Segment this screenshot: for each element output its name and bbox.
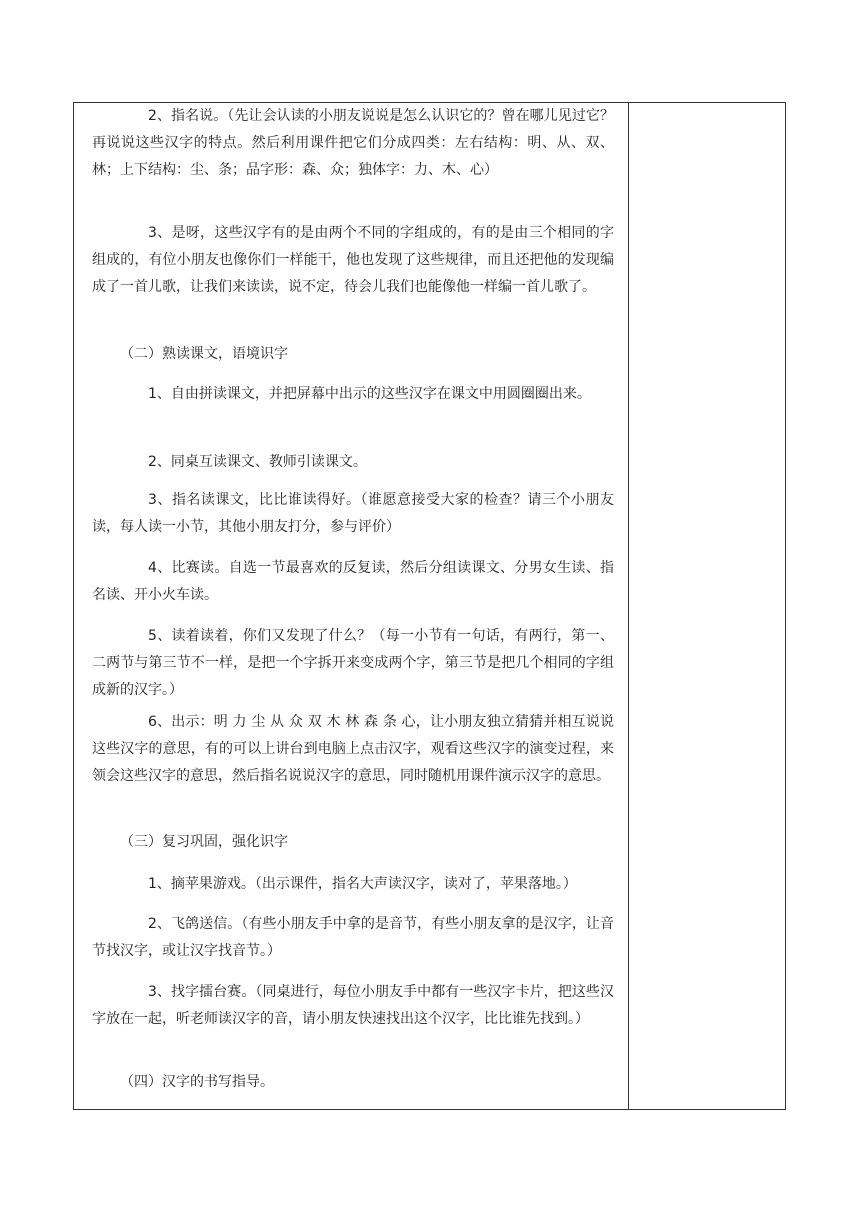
paragraph-named-read: 3、指名读课文，比比谁读得好。（谁愿意接受大家的检查？请三个小朋友读，每人读一小节，其他小朋友打分，参与评价） [92, 492, 614, 535]
paragraph-arena: 3、找字擂台赛。（同桌进行，每位小朋友手中都有一些汉字卡片，把这些汉字放在一起，听老师读汉字的音，请小朋友快速找出这个汉字，比比谁先找到。） [92, 984, 614, 1027]
paragraph-discover: 5、读着读着，你们又发现了什么？（每一小节有一句话，有两行，第一、二两节与第三节不一样，是把一个字拆开来变成两个字，第三节是把几个相同的字组成新的汉字。） [92, 628, 614, 698]
notes-cell [629, 103, 785, 1109]
paragraph-2-naming: 2、指名说。（先让会认读的小朋友说说是怎么认识它的？曾在哪儿见过它？再说说这些汉字的特点。然后利用课件把它们分成四类：左右结构：明、从、双、林；上下结构：尘、条；品字形：森、众；独体字：力、木、心） [92, 108, 614, 178]
lesson-table [73, 102, 786, 1110]
section-heading-4: （四）汉字的书写指导。 [120, 1074, 274, 1090]
paragraph-show-characters: 6、出示：明 力 尘 从 众 双 木 林 森 条 心，让小朋友独立猜猜并相互说说这些汉字的意思，有的可以上讲台到电脑上点击汉字，观看这些汉字的演变过程，来领会这些汉字的意思，然后指名说说汉字的意思，同时随机用课件演示汉字的意思。 [92, 714, 614, 784]
paragraph-pigeon-letter: 2、飞鸽送信。（有些小朋友手中拿的是音节，有些小朋友拿的是汉字，让音节找汉字，或让汉字找音节。） [92, 916, 614, 959]
paragraph-3-rhyme: 3、是呀，这些汉字有的是由两个不同的字组成的，有的是由三个相同的字组成的，有位小朋友也像你们一样能干，他也发现了这些规律，而且还把他的发现编成了一首儿歌，让我们来读读，说不定，待会儿我们也能像他一样编一首儿歌了。 [92, 225, 614, 295]
section-heading-3: （三）复习巩固，强化识字 [120, 834, 288, 850]
paragraph-apple-game: 1、摘苹果游戏。（出示课件，指名大声读汉字，读对了，苹果落地。） [148, 876, 577, 892]
paragraph-contest-read: 4、比赛读。自选一节最喜欢的反复读，然后分组读课文、分男女生读、指名读、开小火车读。 [92, 560, 614, 603]
lesson-content-cell [74, 103, 628, 1109]
paragraph-peer-read: 2、同桌互读课文、教师引读课文。 [148, 454, 367, 470]
section-heading-2: （二）熟读课文，语境识字 [120, 346, 288, 362]
paragraph-read-circle: 1、自由拼读课文，并把屏幕中出示的这些汉字在课文中用圆圈圈出来。 [148, 386, 591, 402]
